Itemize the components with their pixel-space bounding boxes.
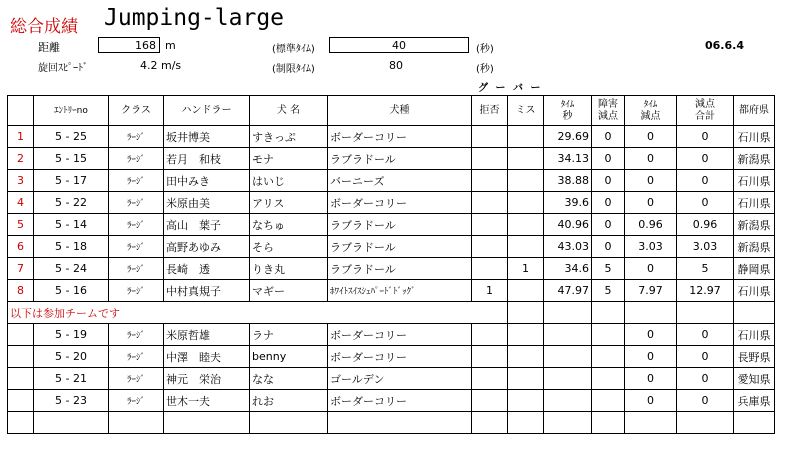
total-penalty-cell: 0.96 xyxy=(677,214,734,236)
table-row xyxy=(8,280,775,302)
class-cell: ﾗｰｼﾞ xyxy=(109,170,164,192)
dog-name-cell: ラナ xyxy=(250,324,328,346)
breed-cell: バーニーズ xyxy=(328,170,472,192)
entry-cell: 5 - 17 xyxy=(34,170,109,192)
obstacle-penalty-cell: 0 xyxy=(592,126,625,148)
dog-name-cell: なちゅ xyxy=(250,214,328,236)
rank-cell xyxy=(8,324,34,346)
class-cell: ﾗｰｼﾞ xyxy=(109,324,164,346)
speed-value: 4.2 m/s xyxy=(140,59,182,72)
time-penalty-cell: 0.96 xyxy=(625,214,677,236)
rank-cell: 3 xyxy=(8,170,34,192)
time-penalty-cell: 3.03 xyxy=(625,236,677,258)
limit-time-value: 80 xyxy=(389,59,403,72)
refusal-cell xyxy=(472,170,508,192)
miss-cell xyxy=(508,390,544,412)
limit-time-label: (制限ﾀｲﾑ) xyxy=(272,64,315,75)
prefecture-cell: 石川県 xyxy=(734,324,775,346)
obstacle-header-line2: 減点 xyxy=(598,110,618,122)
refusal-cell xyxy=(472,390,508,412)
time-cell: 43.03 xyxy=(544,236,592,258)
time-cell: 40.96 xyxy=(544,214,592,236)
total-penalty-cell: 3.03 xyxy=(677,236,734,258)
standard-time-unit: (秒) xyxy=(476,44,494,55)
obstacle-penalty-cell: 5 xyxy=(592,280,625,302)
rank-cell xyxy=(8,346,34,368)
time-cell xyxy=(544,390,592,412)
handler-header: ハンドラー xyxy=(164,96,250,126)
entry-cell: 5 - 25 xyxy=(34,126,109,148)
handler-cell: 若月 和枝 xyxy=(164,148,250,170)
rank-cell xyxy=(8,368,34,390)
time-penalty-cell: 0 xyxy=(625,170,677,192)
entry-cell: 5 - 19 xyxy=(34,324,109,346)
class-cell: ﾗｰｼﾞ xyxy=(109,236,164,258)
time-header-line2: 秒 xyxy=(562,110,573,122)
time-penalty-cell: 0 xyxy=(625,258,677,280)
entry-cell: 5 - 15 xyxy=(34,148,109,170)
miss-cell xyxy=(508,346,544,368)
rank-cell: 8 xyxy=(8,280,34,302)
class-cell: ﾗｰｼﾞ xyxy=(109,148,164,170)
miss-cell xyxy=(508,126,544,148)
entry-cell: 5 - 23 xyxy=(34,390,109,412)
class-cell: ﾗｰｼﾞ xyxy=(109,214,164,236)
obstacle-header-line1: 障害 xyxy=(598,98,618,110)
dog-name-cell: アリス xyxy=(250,192,328,214)
refusal-header: 拒否 xyxy=(472,96,508,126)
handler-cell: 米原哲雄 xyxy=(164,324,250,346)
table-row xyxy=(8,170,775,192)
refusal-cell xyxy=(472,258,508,280)
title-japanese: 総合成績 xyxy=(10,17,78,37)
breed-cell: ラブラドール xyxy=(328,214,472,236)
handler-cell: 坂井博美 xyxy=(164,126,250,148)
prefecture-cell: 新潟県 xyxy=(734,148,775,170)
prefecture-cell: 長野県 xyxy=(734,346,775,368)
breed-cell: ゴールデン xyxy=(328,368,472,390)
entry-cell: 5 - 14 xyxy=(34,214,109,236)
time-penalty-cell: 0 xyxy=(625,390,677,412)
class-cell: ﾗｰｼﾞ xyxy=(109,192,164,214)
event-date: 06.6.4 xyxy=(705,39,744,52)
time-penalty-cell: 0 xyxy=(625,126,677,148)
time-penalty-cell: 7.97 xyxy=(625,280,677,302)
refusal-cell xyxy=(472,368,508,390)
entry-cell: 5 - 18 xyxy=(34,236,109,258)
time-penalty-cell: 0 xyxy=(625,346,677,368)
total-penalty-cell: 0 xyxy=(677,126,734,148)
breed-header: 犬種 xyxy=(328,96,472,126)
table-row xyxy=(8,324,775,346)
time-penalty-header-line2: 減点 xyxy=(640,110,661,122)
entry-header: ｴﾝﾄﾘｰno xyxy=(34,96,109,126)
miss-cell xyxy=(508,192,544,214)
empty-row xyxy=(8,412,775,434)
handler-cell: 世木一夫 xyxy=(164,390,250,412)
time-cell xyxy=(544,324,592,346)
dog-name-cell: そら xyxy=(250,236,328,258)
miss-cell: 1 xyxy=(508,258,544,280)
prefecture-cell: 石川県 xyxy=(734,126,775,148)
rank-cell: 7 xyxy=(8,258,34,280)
time-header-line1: ﾀｲﾑ xyxy=(560,99,575,110)
group-label: グ ー バ ー xyxy=(478,83,543,94)
standard-time-value: 40 xyxy=(329,37,469,53)
breed-cell: ﾎﾜｲﾄｽｲｽｼｪﾊﾟｰﾄﾞﾄﾞｯｸﾞ xyxy=(328,280,472,302)
time-penalty-cell: 0 xyxy=(625,192,677,214)
table-row xyxy=(8,126,775,148)
total-penalty-cell: 12.97 xyxy=(677,280,734,302)
miss-cell xyxy=(508,280,544,302)
breed-cell: ラブラドール xyxy=(328,258,472,280)
prefecture-cell: 愛知県 xyxy=(734,368,775,390)
breed-cell: ラブラドール xyxy=(328,148,472,170)
miss-cell xyxy=(508,236,544,258)
handler-cell: 中澤 睦夫 xyxy=(164,346,250,368)
obstacle-penalty-cell xyxy=(592,324,625,346)
entry-cell: 5 - 16 xyxy=(34,280,109,302)
miss-cell xyxy=(508,214,544,236)
refusal-cell xyxy=(472,236,508,258)
time-penalty-header xyxy=(625,96,677,126)
dog-name-cell: モナ xyxy=(250,148,328,170)
rank-cell: 2 xyxy=(8,148,34,170)
entry-cell: 5 - 21 xyxy=(34,368,109,390)
dog-name-cell: benny xyxy=(250,346,328,368)
entry-cell: 5 - 22 xyxy=(34,192,109,214)
total-penalty-cell: 0 xyxy=(677,324,734,346)
time-cell: 39.6 xyxy=(544,192,592,214)
note-cell xyxy=(8,302,472,324)
obstacle-penalty-header xyxy=(592,96,625,126)
breed-cell: ボーダーコリー xyxy=(328,126,472,148)
results-table xyxy=(7,95,775,434)
prefecture-cell: 静岡県 xyxy=(734,258,775,280)
rank-cell: 4 xyxy=(8,192,34,214)
handler-cell: 高野あゆみ xyxy=(164,236,250,258)
dog-name-header: 犬 名 xyxy=(250,96,328,126)
dog-name-cell: マギー xyxy=(250,280,328,302)
standard-time-label: (標準ﾀｲﾑ) xyxy=(272,44,315,55)
class-cell: ﾗｰｼﾞ xyxy=(109,126,164,148)
handler-cell: 中村真規子 xyxy=(164,280,250,302)
prefecture-cell: 兵庫県 xyxy=(734,390,775,412)
time-header xyxy=(544,96,592,126)
total-penalty-cell: 0 xyxy=(677,170,734,192)
class-cell: ﾗｰｼﾞ xyxy=(109,346,164,368)
total-header-line1: 減点 xyxy=(695,98,715,110)
table-row xyxy=(8,192,775,214)
obstacle-penalty-cell: 0 xyxy=(592,170,625,192)
obstacle-penalty-cell: 0 xyxy=(592,192,625,214)
speed-label: 旋回ｽﾋﾟｰﾄﾞ xyxy=(38,63,88,74)
obstacle-penalty-cell xyxy=(592,390,625,412)
distance-value: 168 xyxy=(98,37,160,53)
miss-cell xyxy=(508,148,544,170)
time-cell xyxy=(544,346,592,368)
refusal-cell xyxy=(472,148,508,170)
time-cell: 34.13 xyxy=(544,148,592,170)
obstacle-penalty-cell: 0 xyxy=(592,214,625,236)
table-header xyxy=(8,96,775,126)
total-penalty-cell: 0 xyxy=(677,368,734,390)
miss-header: ミス xyxy=(508,96,544,126)
refusal-cell xyxy=(472,214,508,236)
time-cell: 38.88 xyxy=(544,170,592,192)
class-cell: ﾗｰｼﾞ xyxy=(109,368,164,390)
rank-cell xyxy=(8,390,34,412)
refusal-cell xyxy=(472,346,508,368)
distance-label: 距離 xyxy=(38,41,60,54)
obstacle-penalty-cell: 5 xyxy=(592,258,625,280)
handler-cell: 米原由美 xyxy=(164,192,250,214)
obstacle-penalty-cell: 0 xyxy=(592,148,625,170)
class-header: クラス xyxy=(109,96,164,126)
table-row xyxy=(8,346,775,368)
table-row xyxy=(8,214,775,236)
miss-cell xyxy=(508,170,544,192)
entry-cell: 5 - 20 xyxy=(34,346,109,368)
time-penalty-cell: 0 xyxy=(625,324,677,346)
refusal-cell xyxy=(472,324,508,346)
breed-cell: ボーダーコリー xyxy=(328,192,472,214)
total-penalty-cell: 5 xyxy=(677,258,734,280)
refusal-cell: 1 xyxy=(472,280,508,302)
miss-cell xyxy=(508,368,544,390)
participants-note: 以下は参加チームです xyxy=(10,306,120,320)
rank-cell: 6 xyxy=(8,236,34,258)
note-row xyxy=(8,302,775,324)
time-penalty-header-line1: ﾀｲﾑ xyxy=(643,99,658,110)
obstacle-penalty-cell xyxy=(592,346,625,368)
dog-name-cell: れお xyxy=(250,390,328,412)
prefecture-cell: 石川県 xyxy=(734,170,775,192)
table-row xyxy=(8,368,775,390)
entry-cell: 5 - 24 xyxy=(34,258,109,280)
total-header-line2: 合計 xyxy=(695,110,715,122)
breed-cell: ボーダーコリー xyxy=(328,324,472,346)
rank-cell: 1 xyxy=(8,126,34,148)
distance-unit: m xyxy=(165,39,176,52)
refusal-cell xyxy=(472,126,508,148)
total-penalty-header xyxy=(677,96,734,126)
breed-cell: ボーダーコリー xyxy=(328,390,472,412)
dog-name-cell: すきっぷ xyxy=(250,126,328,148)
rank-header xyxy=(8,96,34,126)
breed-cell: ラブラドール xyxy=(328,236,472,258)
time-penalty-cell: 0 xyxy=(625,368,677,390)
time-cell: 29.69 xyxy=(544,126,592,148)
table-row xyxy=(8,390,775,412)
time-cell: 47.97 xyxy=(544,280,592,302)
prefecture-cell: 新潟県 xyxy=(734,236,775,258)
prefecture-cell: 新潟県 xyxy=(734,214,775,236)
handler-cell: 高山 葉子 xyxy=(164,214,250,236)
dog-name-cell: りき丸 xyxy=(250,258,328,280)
breed-cell: ボーダーコリー xyxy=(328,346,472,368)
handler-cell: 田中みき xyxy=(164,170,250,192)
refusal-cell xyxy=(472,192,508,214)
total-penalty-cell: 0 xyxy=(677,192,734,214)
total-penalty-cell: 0 xyxy=(677,346,734,368)
table-row xyxy=(8,148,775,170)
dog-name-cell: はいじ xyxy=(250,170,328,192)
dog-name-cell: なな xyxy=(250,368,328,390)
time-cell: 34.6 xyxy=(544,258,592,280)
prefecture-cell: 石川県 xyxy=(734,192,775,214)
time-cell xyxy=(544,368,592,390)
miss-cell xyxy=(508,324,544,346)
rank-cell: 5 xyxy=(8,214,34,236)
prefecture-header: 都府県 xyxy=(734,96,775,126)
total-penalty-cell: 0 xyxy=(677,148,734,170)
table-row xyxy=(8,258,775,280)
table-row xyxy=(8,236,775,258)
obstacle-penalty-cell xyxy=(592,368,625,390)
time-penalty-cell: 0 xyxy=(625,148,677,170)
handler-cell: 神元 栄治 xyxy=(164,368,250,390)
handler-cell: 長崎 透 xyxy=(164,258,250,280)
prefecture-cell: 石川県 xyxy=(734,280,775,302)
total-penalty-cell: 0 xyxy=(677,390,734,412)
page-title: Jumping-large xyxy=(104,5,285,31)
class-cell: ﾗｰｼﾞ xyxy=(109,258,164,280)
limit-time-unit: (秒) xyxy=(476,64,494,75)
class-cell: ﾗｰｼﾞ xyxy=(109,390,164,412)
obstacle-penalty-cell: 0 xyxy=(592,236,625,258)
class-cell: ﾗｰｼﾞ xyxy=(109,280,164,302)
